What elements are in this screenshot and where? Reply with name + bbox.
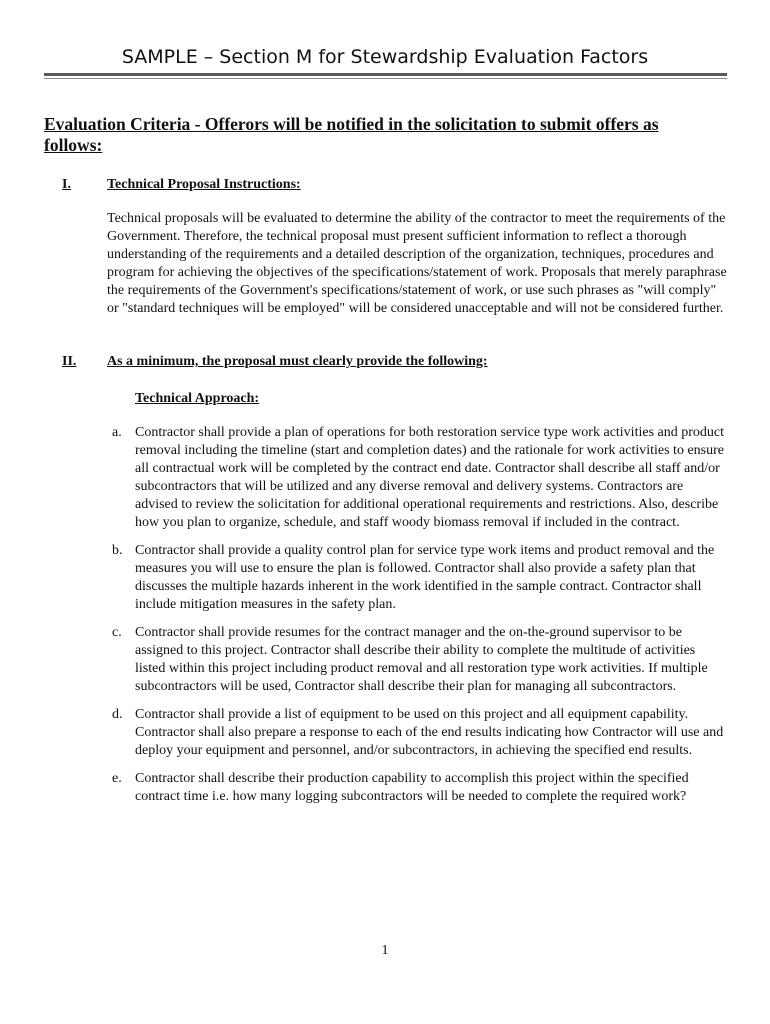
section-1-title: Technical Proposal Instructions:: [107, 177, 301, 192]
list-item-letter: a.: [112, 425, 122, 440]
list-item-text: Contractor shall provide resumes for the contract manager and the on-the-ground supervisor to be assigned to this project. Contractor shall describe their ability to complete the multitude of activities listed within this project including product removal and all restoration type work activities. If multiple subcontractors will be used, Contractor shall describe their plan for managing all subcontractors.: [135, 625, 708, 694]
list-item: [107, 770, 727, 806]
technical-approach-subtitle: Technical Approach:: [135, 391, 260, 406]
section-1-paragraph: Technical proposals will be evaluated to determine the ability of the contractor to meet the requirements of the Government. Therefore, the technical proposal must present sufficient information to reflect a thorough understanding of the requirements and a detailed description of the organization, techniques, procedures and program for achieving the objectives of the specifications/statement of work. Proposals that merely paraphrase the requirements of the Government's specifications/statement of work, or use such phrases as "will comply" or "standard techniques will be employed" will be considered unacceptable and will not be considered further.: [107, 211, 727, 316]
section-2-title: As a minimum, the proposal must clearly provide the following:: [107, 354, 488, 369]
list-item-text: Contractor shall describe their production capability to accomplish this project within the specified contract time i.e. how many logging subcontractors will be needed to complete the required work?: [135, 771, 689, 804]
section-2-number: II.: [62, 354, 77, 369]
list-item-letter: d.: [112, 707, 123, 722]
list-item-letter: e.: [112, 771, 122, 786]
page-number: 1: [381, 943, 389, 958]
list-item: [107, 706, 727, 760]
list-item: [107, 424, 727, 532]
list-item: [107, 542, 727, 614]
evaluation-criteria-heading: Evaluation Criteria - Offerors will be notified in the solicitation to submit offers as follows:: [44, 114, 659, 155]
page-header-title: SAMPLE – Section M for Stewardship Evaluation Factors: [121, 46, 649, 68]
list-item-letter: b.: [112, 543, 123, 558]
header-rule-thin: [44, 78, 727, 79]
requirements-list: [107, 424, 727, 816]
section-1-number: I.: [62, 177, 71, 192]
list-item-text: Contractor shall provide a plan of operations for both restoration service type work activities and product removal including the timeline (start and completion dates) and the rationale for work activities to ensure all contractual work will be completed by the contract end date. Contractor shall describe all staff and/or subcontractors that will be utilized and any diverse removal and delivery systems. Contractors are advised to review the solicitation for additional operational requirements and restrictions. Also, describe how you plan to organize, schedule, and staff woody biomass removal if included in the contract.: [135, 425, 724, 530]
header-rule-thick: [44, 73, 727, 76]
list-item-letter: c.: [112, 625, 122, 640]
list-item-text: Contractor shall provide a list of equipment to be used on this project and all equipment capability. Contractor shall also prepare a response to each of the end results indicating how Contractor will use and deploy your equipment and personnel, and/or subcontractors, in achieving the specified end results.: [135, 707, 724, 758]
list-item: [107, 624, 727, 696]
list-item-text: Contractor shall provide a quality control plan for service type work items and product removal and the measures you will use to ensure the plan is followed. Contractor shall also provide a safety plan that discusses the multiple hazards inherent in the work identified in the sample contract. Contractor shall include mitigation measures in the safety plan.: [135, 543, 715, 612]
